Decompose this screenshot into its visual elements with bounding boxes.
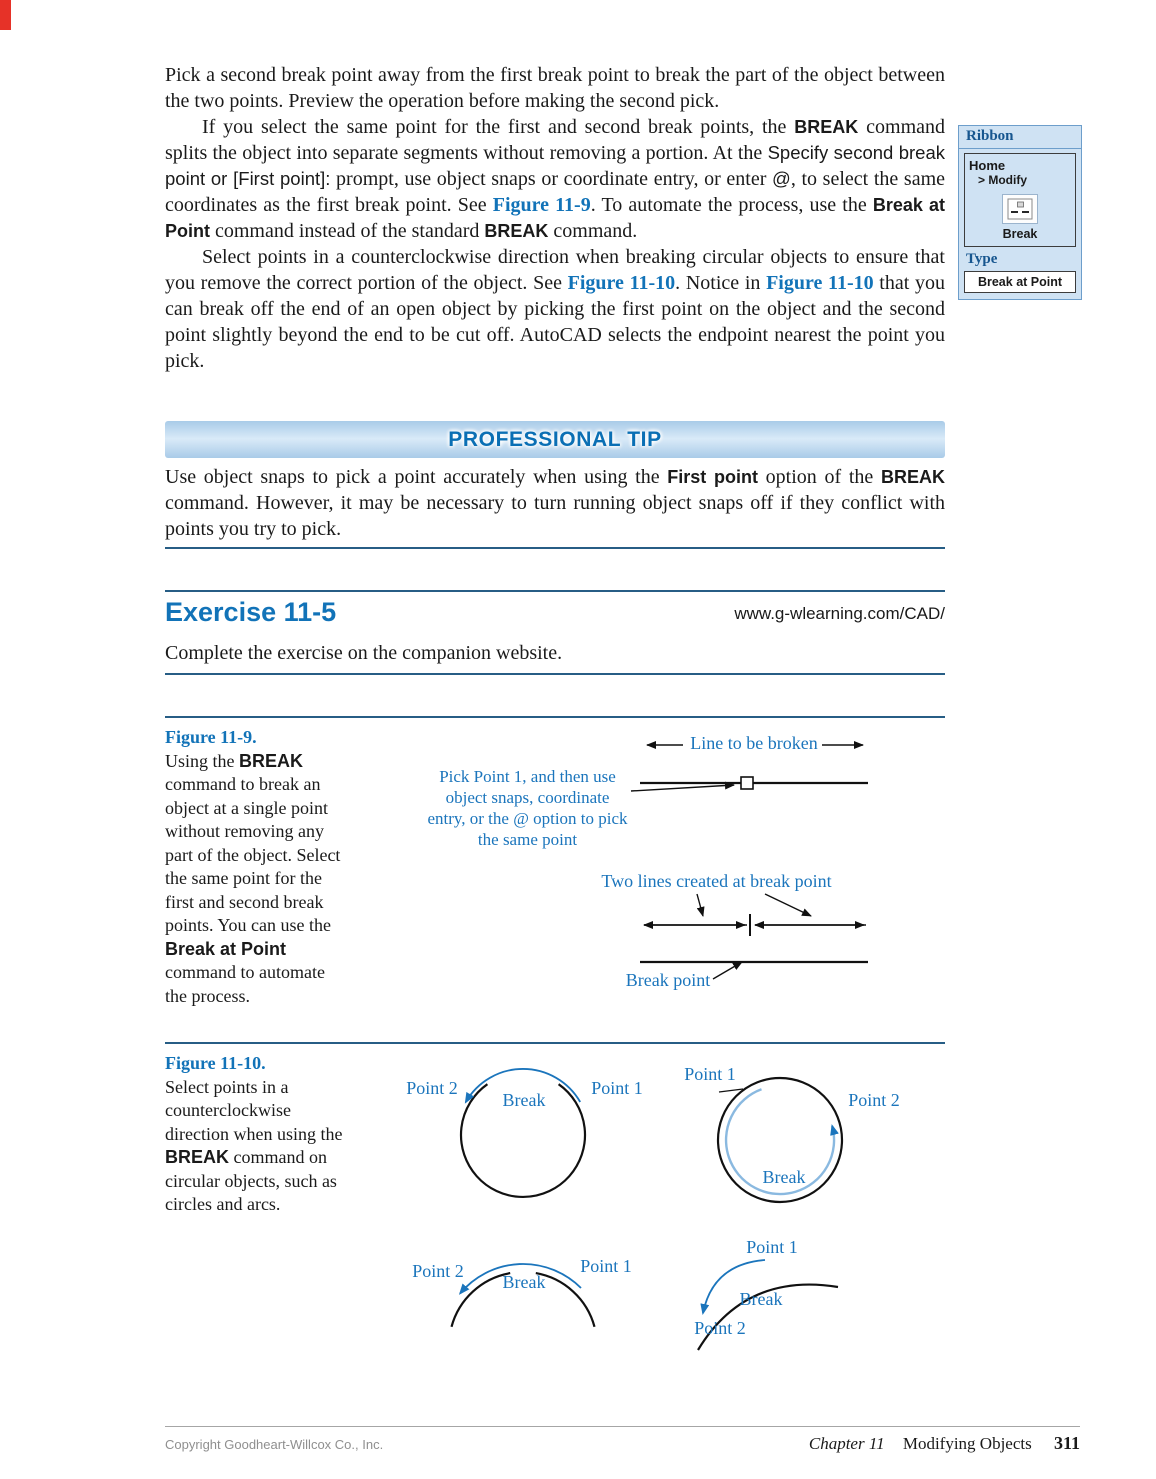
break-icon	[1007, 198, 1033, 220]
arc-1-point-2-label: Point 2	[412, 1261, 464, 1281]
professional-tip-text: Use object snaps to pick a point accurately when using the First point option of the BREAK command. However, it may be necessary to turn running object snaps off if they conflict with points you try to pick.	[165, 466, 945, 540]
circle-2-point-1-leader	[719, 1089, 743, 1092]
footer-page-number: 311	[1053, 1433, 1080, 1453]
exercise-bottom-rule	[165, 673, 945, 675]
figure-10-caption	[165, 1052, 347, 1217]
arc-2-point-2-label: Point 2	[694, 1318, 746, 1338]
exercise-instruction: Complete the exercise on the companion website.	[165, 642, 563, 664]
exercise-heading-row	[165, 597, 945, 628]
label-pick-point: Pick Point 1, and then use object snaps, coordinate entry, or the @ option to pick the same point	[427, 767, 628, 849]
tip-bottom-rule	[165, 547, 945, 549]
two-lines-leader-right	[765, 894, 811, 916]
label-two-lines: Two lines created at break point	[601, 871, 832, 891]
arc-1-point-1-label: Point 1	[580, 1256, 632, 1276]
circle-1-point-1-label: Point 1	[591, 1078, 643, 1098]
paragraph-1: Pick a second break point away from the first break point to break the part of the object between the two points. Preview the operation before making the second pick.	[165, 64, 945, 112]
ribbon-box-type-header: Type	[966, 251, 998, 267]
circle-1-break-label: Break	[502, 1090, 546, 1110]
circle-1-point-2-label: Point 2	[406, 1078, 458, 1098]
exercise-title: Exercise 11-5	[165, 597, 337, 627]
break-point-square-marker	[741, 777, 753, 789]
two-lines-leader-left	[697, 894, 703, 916]
break-point-leader-arrow	[713, 962, 742, 979]
ribbon-tab-home: Home	[969, 158, 1006, 173]
figure-9-caption-title: Figure 11-9.	[165, 727, 257, 747]
ribbon-reference-box	[958, 125, 1082, 300]
paragraph-2: If you select the same point for the first and second break points, the BREAK command splits the object into separate segments without removing a portion. At the Specify second break point or [First point]: prompt, use object snaps or coordinate entry, or enter @, to select the same coordinates as the first break point. See Figure 11-9. To automate the process, use the Break at Point command instead of the standard BREAK command.	[165, 116, 945, 242]
exercise-url: www.g-wlearning.com/CAD/	[734, 604, 945, 623]
circle-2-point-1-label: Point 1	[684, 1064, 736, 1084]
footer-running-head	[809, 1433, 1080, 1454]
footer-copyright: Copyright Goodheart-Willcox Co., Inc.	[165, 1437, 384, 1452]
break-at-point-command: Break at Point	[964, 271, 1076, 293]
arc-2-point-1-label: Point 1	[746, 1237, 798, 1257]
professional-tip-banner	[165, 421, 945, 458]
ribbon-path-panel	[964, 153, 1076, 247]
body-text	[165, 62, 945, 374]
figure-9-caption-text: Using the BREAK command to break an object at a single point without removing any part of the object. Select the same point for the first and second break points. You can use the Break at Point command to automate the process.	[165, 750, 341, 1006]
break-tool-label: Break	[1002, 227, 1038, 241]
figure-10-rule	[165, 1042, 945, 1044]
ribbon-panel-modify: > Modify	[978, 173, 1028, 187]
figure-9-caption	[165, 726, 347, 1008]
arc-2-break-label: Break	[739, 1289, 783, 1309]
paragraph-3: Select points in a counterclockwise direction when breaking circular objects to ensure that you remove the correct portion of the object. See Figure 11-10. Notice in Figure 11-10 that you can break off the end of an open object by picking the first point on the object and the second point slightly beyond the end to be cut off. AutoCAD selects the endpoint nearest the point you pick.	[165, 246, 945, 372]
page-edge-mark	[0, 0, 11, 30]
figure-10-caption-title: Figure 11-10.	[165, 1053, 266, 1073]
footer-rule	[165, 1426, 1080, 1427]
professional-tip-title: PROFESSIONAL TIP	[448, 427, 662, 451]
circle-2-break-label: Break	[762, 1167, 806, 1187]
exercise-top-rule	[165, 590, 945, 592]
arc-1-break-label: Break	[502, 1272, 546, 1292]
pick-point-leader-arrow	[631, 785, 734, 791]
circle-2-point-2-label: Point 2	[848, 1090, 900, 1110]
footer-section: Modifying Objects	[902, 1434, 1032, 1453]
label-break-point: Break point	[625, 970, 711, 990]
figure-10-caption-text: Select points in a counterclockwise direction when using the BREAK command on circular objects, such as circles and arcs.	[165, 1076, 343, 1214]
ribbon-box-header: Ribbon	[959, 126, 1081, 149]
footer-chapter: Chapter 11	[808, 1434, 885, 1453]
footer	[165, 1433, 1080, 1454]
label-line-to-be-broken: Line to be broken	[690, 733, 818, 753]
figure-9-rule	[165, 716, 945, 718]
break-tool-button	[1002, 194, 1038, 224]
